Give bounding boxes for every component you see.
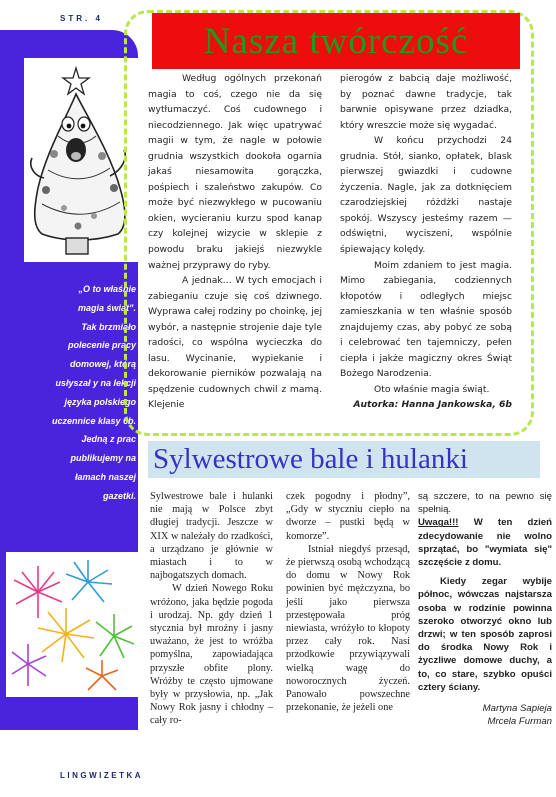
warning-label: Uwaga!!!	[418, 517, 459, 529]
paragraph: Moim zdaniem to jest magia. Mimo zabiegania, codziennych kłopotów i odległych miejsc zamieszkania w ten właśnie sposób znajdujemy czas, aby pobyć ze sobą i celebrować ten tajemniczy, pełen ciepła i jakże magiczny okres Świąt Bożego Narodzenia.	[340, 259, 512, 380]
paragraph: czek pogodny i płodny”, „Gdy w styczniu ciepło na dworze – pustki będą w komorze”.	[286, 491, 410, 542]
signature: Mrcela Furman	[487, 716, 552, 728]
paragraph: pierogów z babcią daje możliwość, by poznać dawne tradycje, tak barwnie opisywane przez dziadka, który wreszcie może się wygadać.	[340, 73, 512, 131]
signature: Martyna Sapieja	[482, 703, 552, 715]
paragraph: Oto właśnie magia świąt.	[374, 383, 490, 395]
paragraph: W dzień Nowego Roku wróżono, jaka będzie pogoda i urodzaj. Np. gdy dzień 1 stycznia był mroźny i jasny uważano, że jest to wróżba pomyślna, zapowiadająca przyszłe obfite plony. Wróżby te często ujmowane były w przysłowia, np. „Jak Nowy Rok jasny i chłodny – cały ro-	[150, 583, 273, 727]
article-column-1	[148, 71, 322, 413]
warning-paragraph	[418, 516, 552, 569]
fireworks-illustration	[6, 552, 138, 697]
paragraph: Według ogólnych przekonań magia to coś, czego nie da się wytłumaczyć. Coś cudownego i niecodziennego. Jak więc upatrywać magii w tym, że nagle w połowie grudnia wszystkich dookoła ogarnia jakaś niesamowita gorączka, pośpiech i szaleństwo zakupów. Co może być niezwykłego w pucowaniu okien, wycieraniu kurzu spod kanap czy kolejnej wizycie w sklepie z powodu braku jakiejś niezwykle ważnej przyprawy do ryby.	[148, 73, 322, 271]
warning-text: W ten dzień zdecydowanie nie wolno sprzątać, bo "wymiata się" szczęście z domu.	[418, 517, 552, 569]
article2-title: Sylwestrowe bale i hulanki	[153, 443, 468, 475]
article2-column-2	[286, 490, 410, 714]
paragraph: A jednak… W tych emocjach i zabieganiu czuje się coś dziwnego. Wyprawa całej rodziny po choinkę, jej wybór, a następnie strojenie daje tyle radości, co wspólna wycieczka do lasu. Wycinanie, wypiekanie i dekorowanie pierników pozwalają na spędzenie cudownych chwil z mamą. Klejenie	[148, 275, 322, 411]
article-column-2	[340, 71, 512, 413]
paragraph: są szczere, to na pewno się spełnią.	[418, 491, 552, 516]
article-title: Nasza twórczość	[203, 20, 469, 62]
paragraph: Sylwestrowe bale i hulanki nie mają w Polsce zbyt długiej tradycji. Jeszcze w XIX w należały do rzadkości, a urządzano je głównie w miastach i to w najbogatszych domach.	[150, 491, 273, 582]
christmas-tree-illustration	[24, 58, 138, 262]
paragraph: Istniał niegdyś przesąd, że pierwszą osobą wchodzącą do domu w Nowy Rok powinien być mężczyzna, bo jeśli jako pierwsza przestępowała próg niewiasta, wróżyło to kłopoty przez cały rok. Nasi przodkowie przywiązywali wielką wagę do noworocznych życzeń. Panowało powszechne przekonanie, że jeżeli one	[286, 543, 410, 714]
newsletter-name: LINGWIZETKA	[60, 771, 144, 780]
page-number-label: STR. 4	[60, 14, 103, 23]
paragraph: Kiedy zegar wybije północ, wówczas najstarsza osoba w rodzinie powinna szeroko otworzyć okno lub drzwi; w ten sposób zaprosi do środka Nowy Rok i życzliwe domowe duchy, a to, co stare, szybko opuści cztery ściany.	[418, 576, 552, 693]
paragraph: W końcu przychodzi 24 grudnia. Stół, sianko, opłatek, blask pierwszej gwiazdki i cudowne życzenia. Nagle, jak za dotknięciem czarodziejskiej różdżki nastaje spokój. Wszyscy jesteśmy razem — odświętni, wyciszeni, wspólnie śpiewający kolędy.	[340, 135, 512, 256]
article-author: Autorka: Hanna Jankowska, 6b	[353, 399, 512, 411]
article2-column-3	[418, 490, 552, 728]
article2-column-1	[150, 490, 273, 728]
sidebar-quote: „O to właśnie magia świąt”. Tak brzmiało polecenie pracy domowej, którą usłyszał y na lekcji języka polskiego uczennice klasy 6b. Jedną z prac publikujemy na łamach naszej gazetki.	[51, 284, 136, 501]
